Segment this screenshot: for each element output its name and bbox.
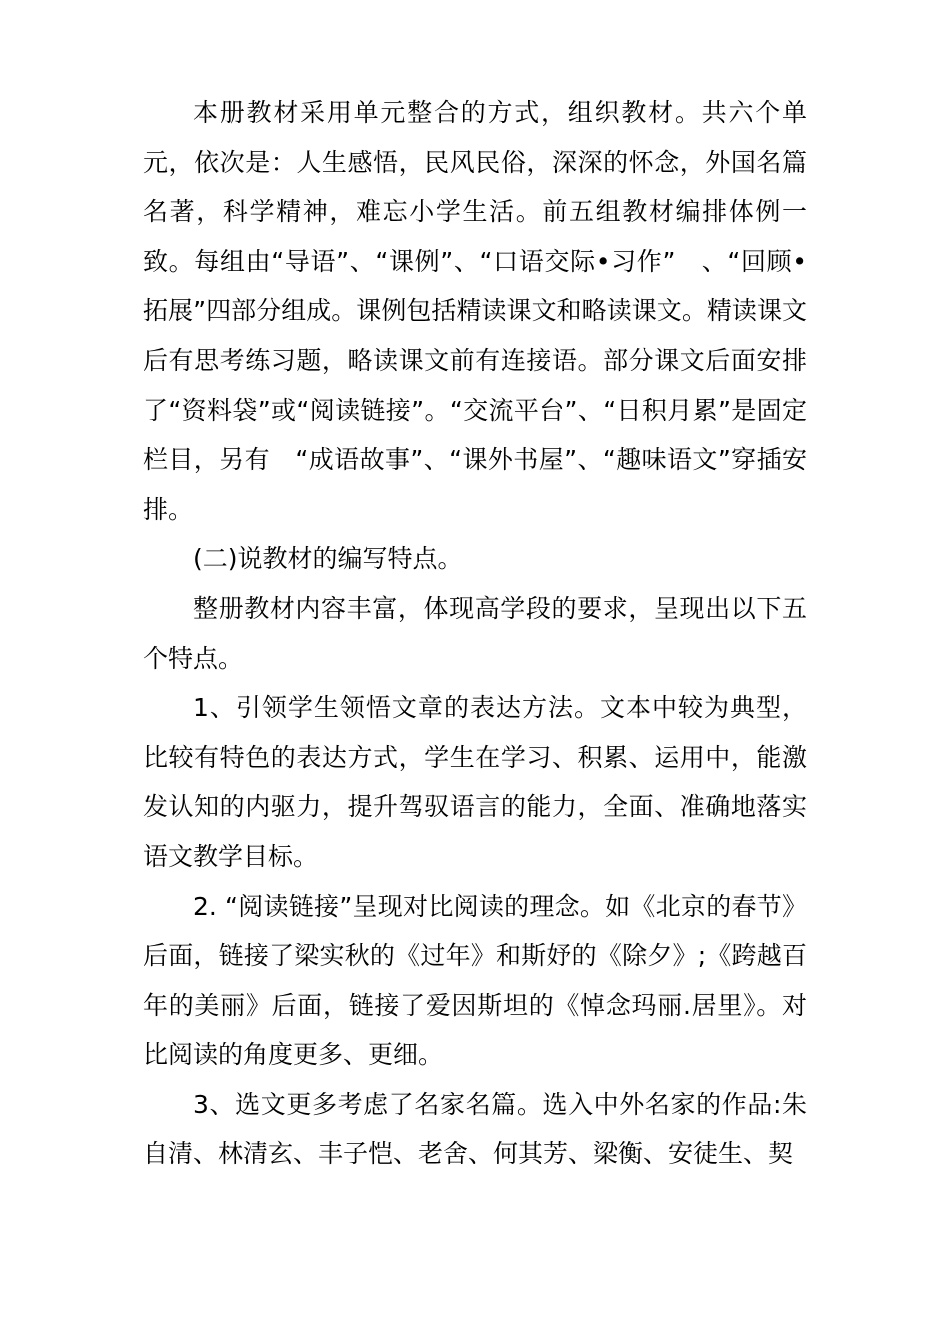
paragraph-feature-3: 3、选文更多考虑了名家名篇。选入中外名家的作品:朱自清、林清玄、丰子恺、老舍、何其芳、梁衡、安徒生、契	[143, 1089, 807, 1169]
paragraph-feature-2: 2. “阅读链接”呈现对比阅读的理念。如《北京的春节》后面，链接了梁实秋的《过年》和斯妤的《除夕》;《跨越百年的美丽》后面，链接了爱因斯坦的《悼念玛丽.居里》。对比阅读的角度更多、更细。	[143, 891, 807, 1070]
paragraph-features-intro: 整册教材内容丰富，体现高学段的要求，呈现出以下五个特点。	[143, 593, 807, 673]
paragraph-textbook-structure: 本册教材采用单元整合的方式，组织教材。共六个单元，依次是：人生感悟，民风民俗，深深的怀念，外国名篇名著，科学精神，难忘小学生活。前五组教材编排体例一致。每组由“导语”、“课例”、“口语交际•习作” 、“回顾•拓展”四部分组成。课例包括精读课文和略读课文。精读课文后有思考练习题，略读课文前有连接语。部分课文后面安排了“资料袋”或“阅读链接”。“交流平台”、“日积月累”是固定栏目，另有 “成语故事”、“课外书屋”、“趣味语文”穿插安排。	[143, 98, 807, 524]
document-page	[143, 88, 807, 1179]
paragraph-feature-1: 1、引领学生领悟文章的表达方法。文本中较为典型，比较有特色的表达方式，学生在学习、积累、运用中，能激发认知的内驱力，提升驾驭语言的能力，全面、准确地落实语文教学目标。	[143, 693, 807, 871]
paragraph-section-heading: (二)说教材的编写特点。	[193, 544, 463, 574]
